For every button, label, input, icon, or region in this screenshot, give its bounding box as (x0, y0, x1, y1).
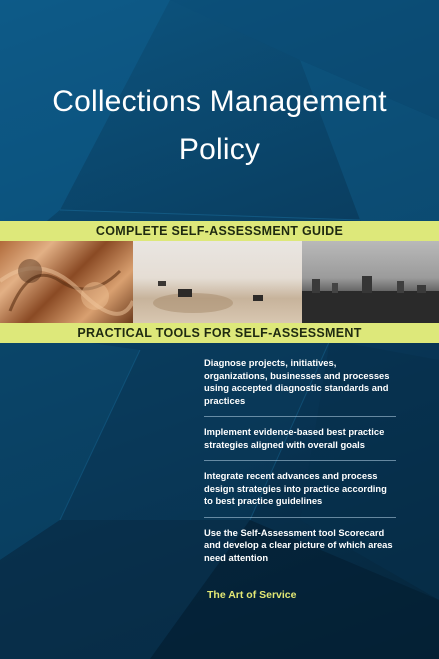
guide-band: COMPLETE SELF-ASSESSMENT GUIDE (0, 221, 439, 241)
benefits-list (204, 357, 396, 582)
photo-strip (0, 241, 439, 323)
pencil-shavings-photo (0, 241, 133, 323)
list-item: Use the Self-Assessment tool Scorecard and develop a clear picture of which areas need attention (204, 526, 393, 563)
title-line-2: Policy (178, 133, 261, 166)
list-item: Integrate recent advances and process design strategies into practice according to best practice guidelines (204, 470, 396, 518)
tools-band: PRACTICAL TOOLS FOR SELF-ASSESSMENT (0, 323, 439, 343)
publisher-name: The Art of Service (207, 589, 297, 601)
list-item: Implement evidence-based best practice strategies aligned with overall goals (204, 426, 396, 461)
city-skyline-photo (302, 241, 439, 323)
desk-objects-photo (133, 241, 302, 323)
list-item: Diagnose projects, initiatives, organizations, businesses and processes using accepted diagnostic standards and practices (204, 357, 396, 417)
book-title (20, 78, 419, 174)
title-line-1: Collections Management (52, 85, 387, 118)
